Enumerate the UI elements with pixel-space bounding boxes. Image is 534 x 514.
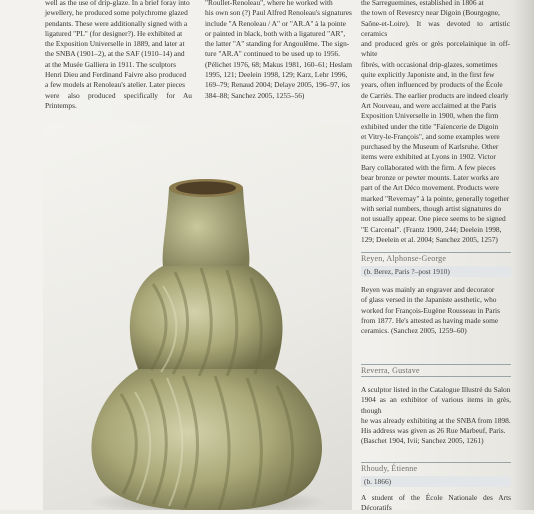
text-line: His address was given as 26 Rue Marbeuf, Paris. <box>361 426 506 436</box>
entry-reyen <box>361 252 511 336</box>
text-line: a few models at Renoleau's atelier. Later pieces <box>45 80 186 90</box>
text-line: or painted in black, both with a ligatured "AR", <box>205 28 346 38</box>
text-line: Exposition Universelle in 1900, when the firm <box>361 111 499 121</box>
text-line: 1995, 121; Deelein 1998, 129; Karz, Lehr 1996, <box>205 70 348 80</box>
text-column-right <box>361 0 510 245</box>
text-line: purchased by the Museum of Karlsruhe. Other <box>361 142 499 152</box>
text-line: quite explicitly Japoniste and, in the first few <box>361 70 495 80</box>
text-line: he was already exhibiting at the SNBA from 1898. <box>361 415 511 425</box>
text-line: and produced grès or grès porcelainique in off-white <box>361 39 510 59</box>
text-line: include "A Renoleau / A" or "AR.A" à la pointe <box>205 18 346 28</box>
text-line: the latter "A" standing for Angoulême. The sign- <box>205 39 350 49</box>
text-line: A student of the École Nationale des Arts Décoratifs <box>361 493 511 513</box>
text-line: marked "Revernay" à la pointe, generally together <box>361 193 510 203</box>
text-line: items were exhibited at Lyons in 1902. Victor <box>361 152 496 162</box>
text-line: ligatured "PL" (for designer?). He exhibited at <box>45 28 183 38</box>
text-line: fibrés, with occasional drip-glazes, sometimes <box>361 59 498 69</box>
entry-body <box>361 285 511 336</box>
text-line: with serial numbers, though artist signatures do <box>361 203 502 213</box>
text-line: A sculptor listed in the Catalogue Illustré du Salon <box>361 385 511 394</box>
text-line: Art Nouveau, and were acclaimed at the Paris <box>361 100 497 110</box>
text-line: Reyen was mainly an engraver and decorator <box>361 285 495 294</box>
text-line: from 1877. He's attested as having made some <box>361 315 499 325</box>
text-line: at the Musée Galliera in 1911. The sculptors <box>45 59 176 69</box>
text-line: the Sarreguemines, established in 1806 at <box>361 0 484 7</box>
text-line: 384–88; Sanchez 2005, 1255–56) <box>205 90 305 100</box>
divider <box>361 376 511 377</box>
text-line: part of the Art Déco movement. Products were <box>361 183 499 193</box>
text-line: (Pélichet 1976, 68; Makus 1981, 160–61; Heslam <box>205 59 352 69</box>
text-line: Saône-et-Loire). It was devoted to artistic ceramics <box>361 18 510 38</box>
entry-heading: Reverra, Gustave <box>361 366 420 375</box>
entry-reverra <box>361 364 511 447</box>
text-line: ture "AR.A" continued to be used up to 1956. <box>205 49 340 59</box>
text-line: his own son (?) Paul Alfred Renoleau's signatures <box>205 8 352 18</box>
text-line: ceramics. (Sanchez 2005, 1259–60) <box>361 326 467 336</box>
text-line: not usually appear. One piece seems to be signed <box>361 214 506 224</box>
entry-body <box>361 493 511 514</box>
text-column-middle <box>205 0 357 101</box>
text-line: years, often influenced by products of the École <box>361 80 503 90</box>
entry-heading: Rhoudy, Étienne <box>361 464 418 473</box>
text-line: well as the use of drip-glaze. In a brief foray into <box>45 0 190 7</box>
text-line: pendants. These were additionally signed with a <box>45 18 188 28</box>
text-line: 1904 as an exhibitor of various items in grès, though <box>361 395 511 415</box>
text-line: de Carriès. The earlier products are indeed clearly <box>361 90 509 100</box>
page-gutter-shadow <box>512 0 534 510</box>
text-line: (Baschet 1904, Ivii; Sanchez 2005, 1261) <box>361 436 484 446</box>
entry-body <box>361 385 511 447</box>
text-line: the SNBA (1901–2), at the SAF (1910–14) and <box>45 49 185 59</box>
entry-dates: (b. Berez, Paris ?–post 1910) <box>361 266 511 277</box>
text-line: "Roullet-Renoleau", where he worked with <box>205 0 333 7</box>
text-line: the Exposition Universelle in 1889, and later at <box>45 39 185 49</box>
text-line: Henri Dieu and Ferdinand Faivre also produced <box>45 70 187 80</box>
text-line: the town of Revesrcy near Digoin (Bourgogne, <box>361 8 500 18</box>
entry-rhoudy <box>361 462 511 514</box>
entry-dates: (b. 1866) <box>361 476 511 487</box>
text-line: worked for François-Eugène Rousseau in Paris <box>361 305 500 315</box>
text-line: bear bronze or pewter mounts. Later works are <box>361 173 500 183</box>
text-line: Bary collaborated with the firm. A few pieces <box>361 162 496 172</box>
entry-heading: Reyen, Alphonse-George <box>361 254 447 263</box>
text-line: of glass versed in the Japaniste aesthetic, who <box>361 295 497 305</box>
vase-photo <box>43 124 352 510</box>
text-line: 129; Deelein et al. 2004; Sanchez 2005, 1257) <box>361 234 498 244</box>
text-line: exhibited under the title "Faïencerie de Digoin <box>361 121 499 131</box>
text-line: "E Carcenal". (Frantz 1900, 244; Deelein 1998, <box>361 224 502 234</box>
gourd-vase-photo-icon <box>43 124 352 510</box>
text-line: were also produced specifically for Au Printemps. <box>45 90 192 110</box>
text-line: 169–79; Renaud 2004; Delaye 2005, 196–97, ios <box>205 80 350 90</box>
text-column-left <box>45 0 192 111</box>
text-line: et Vitry-le-François", and some examples were <box>361 131 500 141</box>
text-line: jewellery, he produced some polychrome glazed <box>45 8 188 18</box>
